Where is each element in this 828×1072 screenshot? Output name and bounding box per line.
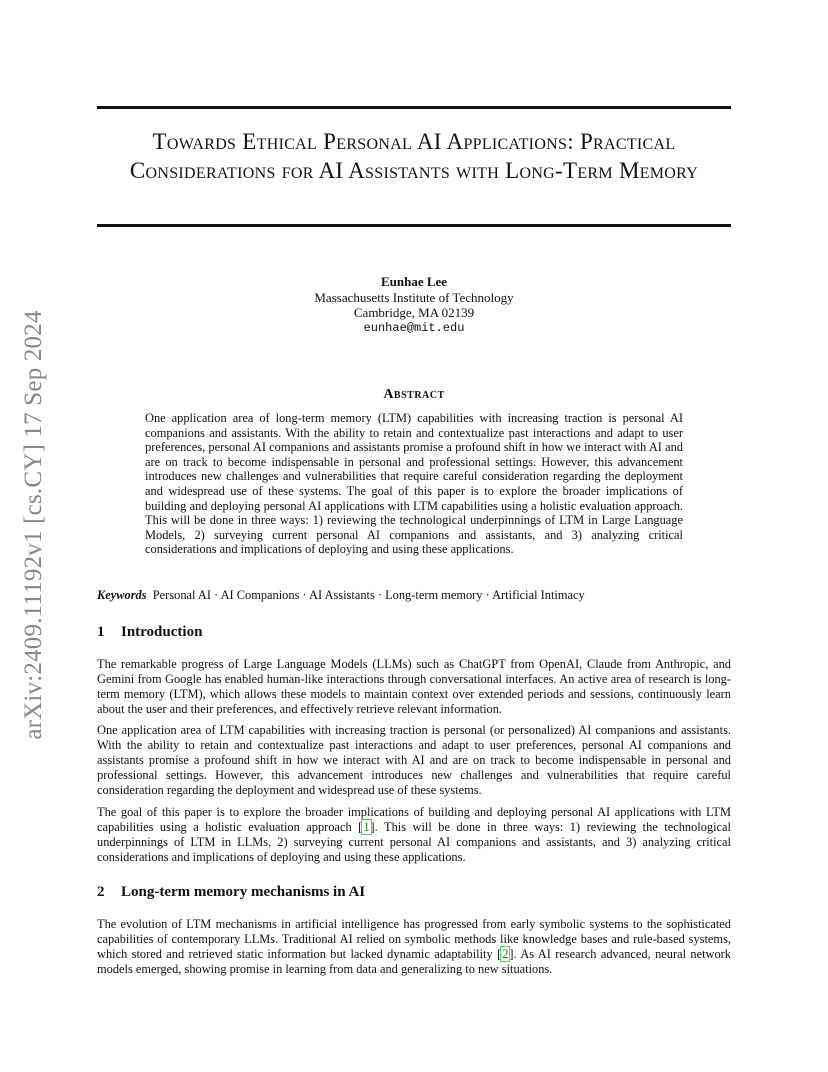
author-affiliation: Massachusetts Institute of Technology	[314, 289, 514, 305]
title-top-rule	[97, 106, 731, 109]
paragraph-text: . As AI research advanced, neural network models emerged, showing promise in learning from data and generalizing to new situations.	[97, 947, 731, 976]
arxiv-sidebar-stamp	[4, 290, 64, 760]
citation-link[interactable]: 1	[363, 820, 370, 834]
section-number: 2	[97, 884, 105, 900]
section-title: Long-term memory mechanisms in AI	[121, 884, 366, 900]
section-number: 1	[97, 624, 105, 640]
paragraph-text: . This will be done in three ways: 1) reviewing the technological underpinnings of LTM in LLMs, 2) surveying current personal AI companions and assistants, and 3) analyzing critical considerations and implications of deploying and using these applications.	[97, 820, 731, 864]
section-heading-introduction	[97, 624, 731, 641]
abstract-heading: Abstract	[383, 387, 445, 402]
keywords-text: Personal AI · AI Companions · AI Assistants · Long-term memory · Artificial Intimacy	[152, 588, 585, 602]
author-email[interactable]: eunhae@mit.edu	[363, 320, 465, 335]
intro-paragraph-1: The remarkable progress of Large Language Models (LLMs) such as ChatGPT from OpenAI, Claude from Anthropic, and Gemini from Google has enabled human-like interactions through conversational interfaces. An active area of research is long-term memory (LTM), which allows these models to maintain context over extended periods and sessions, continuously learn about the user and their preferences, and effectively retrieve relevant information.	[97, 657, 731, 716]
section-heading-ltm	[97, 884, 731, 901]
paper-title: Towards Ethical Personal AI Applications: Practical Considerations for AI Assistants with Long-Term Memory	[129, 129, 699, 183]
keywords-label: Keywords	[97, 588, 147, 602]
citation-link[interactable]: 2	[502, 947, 509, 961]
arxiv-id: arXiv:2409.11192v1 [cs.CY] 17 Sep 2024	[20, 310, 47, 740]
title-bottom-rule	[97, 224, 731, 227]
paragraph-text: The evolution of LTM mechanisms in artificial intelligence has progressed from early symbolic systems to the sophisticated capabilities of contemporary LLMs. Traditional AI relied on symbolic methods like knowledge bases and rule-based systems, which stored and retrieved static information but lacked dynamic adaptability	[97, 917, 731, 961]
abstract-text: One application area of long-term memory (LTM) capabilities with increasing traction is personal AI companions and assistants. With the ability to retain and contextualize past interactions and adapt to user preferences, personal AI companions and assistants promise a profound shift in how we interact with AI and are on track to become indispensable in personal and professional settings. However, this advancement introduces new challenges and vulnerabilities that require careful consideration regarding the deployment and widespread use of these systems. The goal of this paper is to explore the broader implications of building and deploying personal AI applications with LTM capabilities using a holistic evaluation approach. This will be done in three ways: 1) reviewing the technological underpinnings of LTM in Large Language Models, 2) surveying current personal AI companions and assistants, and 3) analyzing critical considerations and implications of deploying and using these applications.	[145, 411, 683, 557]
author-block	[0, 274, 828, 336]
ltm-paragraph-1: The evolution of LTM mechanisms in artificial intelligence has progressed from early symbolic systems to the sophisticated capabilities of contemporary LLMs. Traditional AI relied on symbolic methods like knowledge bases and rule-based systems, which stored and retrieved static information but lacked dynamic adaptability [2]. As AI research advanced, neural network models emerged, showing promise in learning from data and generalizing to new situations.	[97, 917, 731, 976]
intro-paragraph-3: The goal of this paper is to explore the broader implications of building and deploying personal AI applications with LTM capabilities using a holistic evaluation approach [1]. This will be done in three ways: 1) reviewing the technological underpinnings of LTM in LLMs, 2) surveying current personal AI companions and assistants, and 3) analyzing critical considerations and implications of deploying and using these applications.	[97, 805, 731, 864]
author-location: Cambridge, MA 02139	[353, 305, 475, 320]
author-name: Eunhae Lee	[380, 274, 448, 289]
section-title: Introduction	[121, 624, 203, 640]
paragraph-text: The goal of this paper is to explore the broader implications of building and deploying personal AI applications with LTM capabilities using a holistic evaluation approach	[97, 805, 731, 834]
keywords-line	[97, 588, 731, 603]
intro-paragraph-2: One application area of LTM capabilities with increasing traction is personal (or personalized) AI companions and assistants. With the ability to retain and contextualize past interactions and adapt to user preferences, personal AI companions and assistants promise a profound shift in how we interact with AI and are on track to become indispensable in personal and professional settings. However, this advancement introduces new challenges and vulnerabilities that require careful consideration regarding the deployment and widespread use of these systems.	[97, 723, 731, 797]
